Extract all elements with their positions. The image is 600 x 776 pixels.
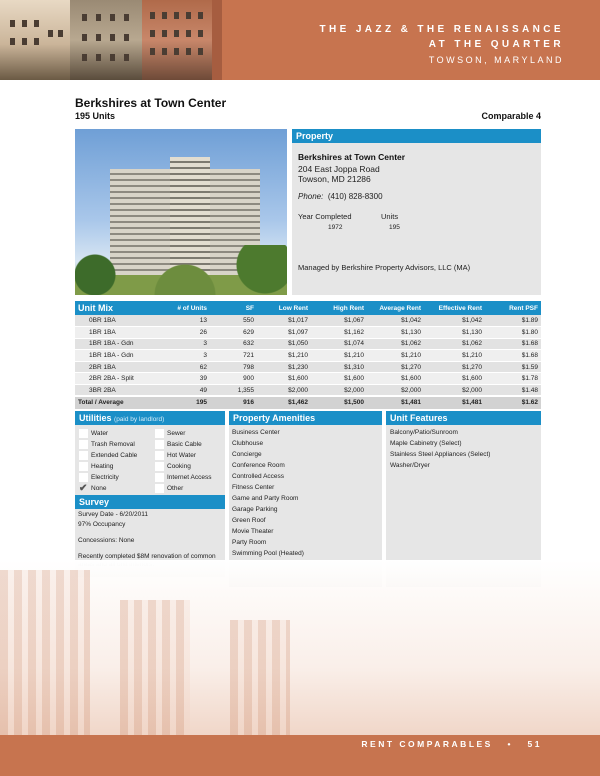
footer-section: RENT COMPARABLES (361, 739, 493, 749)
utilities-title: Utilities (79, 413, 112, 423)
table-cell: $1,210 (257, 350, 311, 362)
table-cell: $1,600 (311, 373, 367, 385)
table-cell: 550 (210, 315, 257, 327)
table-row (75, 350, 541, 362)
table-cell: $1,270 (367, 361, 424, 373)
column-header: High Rent (311, 301, 367, 315)
bg-tower (230, 620, 290, 740)
header-line-3: TOWSON, MARYLAND (428, 55, 564, 65)
table-cell: $1,230 (257, 361, 311, 373)
utility-label: Sewer (167, 430, 186, 437)
table-cell: $1,600 (424, 373, 485, 385)
property-phone (298, 192, 535, 201)
feature-item: Maple Cabinetry (Select) (390, 440, 462, 447)
year-completed-label: Year Completed (298, 212, 352, 221)
table-cell: $1,210 (367, 350, 424, 362)
survey-date: Survey Date - 6/20/2011 (78, 511, 148, 518)
checkbox-heating (79, 462, 88, 471)
column-header: Rent PSF (485, 301, 541, 315)
checkbox-sewer (155, 429, 164, 438)
comparable-label: Comparable 4 (481, 111, 541, 121)
table-cell: 1BR 1BA (75, 327, 155, 339)
checkbox-cooking (155, 462, 164, 471)
table-cell: 195 (155, 396, 210, 409)
column-header: SF (210, 301, 257, 315)
units-label: Units (381, 212, 399, 221)
phone-label: Phone: (298, 192, 324, 201)
table-cell: 62 (155, 361, 210, 373)
utilities-box (75, 425, 225, 495)
bg-tower (120, 600, 190, 740)
table-cell: $1,270 (424, 361, 485, 373)
table-cell: $2,000 (257, 385, 311, 397)
table-cell: 798 (210, 361, 257, 373)
table-cell: $1,097 (257, 327, 311, 339)
table-cell: 3 (155, 338, 210, 350)
utility-label: Other (167, 485, 184, 492)
utility-label: Trash Removal (91, 441, 135, 448)
table-cell: 1BR 1BA - Gdn (75, 338, 155, 350)
table-cell: 1,355 (210, 385, 257, 397)
unit-mix-table (75, 301, 541, 410)
table-cell: 721 (210, 350, 257, 362)
page-number: 51 (527, 739, 542, 749)
property-address (298, 164, 535, 184)
table-cell: $1,042 (367, 315, 424, 327)
header-photo-building-2 (70, 0, 142, 80)
table-cell: $1,600 (257, 373, 311, 385)
amenity-item: Game and Party Room (232, 495, 299, 502)
table-cell: $1,074 (311, 338, 367, 350)
table-cell: $1,130 (424, 327, 485, 339)
table-cell: $1,481 (367, 396, 424, 409)
utilities-heading (75, 411, 225, 425)
table-cell: $1,600 (367, 373, 424, 385)
checkbox-hot-water (155, 451, 164, 460)
table-cell: $1.62 (485, 396, 541, 409)
table-cell: $2,000 (367, 385, 424, 397)
amenity-item: Garage Parking (232, 506, 278, 513)
table-cell: $1,017 (257, 315, 311, 327)
column-header: Low Rent (257, 301, 311, 315)
utility-label: Extended Cable (91, 452, 138, 459)
page-title: Berkshires at Town Center (75, 96, 227, 110)
table-cell: $2,000 (424, 385, 485, 397)
column-header: # of Units (155, 301, 210, 315)
amenity-item: Fitness Center (232, 484, 275, 491)
table-cell: $1.78 (485, 373, 541, 385)
table-cell: 3 (155, 350, 210, 362)
survey-concessions: Concessions: None (78, 537, 135, 544)
features-heading: Unit Features (386, 411, 541, 425)
amenity-item: Movie Theater (232, 528, 274, 535)
table-row (75, 315, 541, 327)
table-cell: $1,210 (311, 350, 367, 362)
property-heading: Property (292, 129, 541, 143)
year-completed-value: 1972 (328, 224, 343, 231)
table-cell: 900 (210, 373, 257, 385)
table-row (75, 385, 541, 397)
table-cell: $1.68 (485, 338, 541, 350)
utility-label: None (91, 485, 107, 492)
table-row (75, 327, 541, 339)
utility-label: Electricity (91, 474, 119, 481)
photo-trees (75, 245, 287, 295)
table-cell: $1.59 (485, 361, 541, 373)
utility-label: Basic Cable (167, 441, 202, 448)
amenity-item: Green Roof (232, 517, 266, 524)
address-line-1: 204 East Joppa Road (298, 164, 380, 174)
table-cell: $1,067 (311, 315, 367, 327)
checkbox-other (155, 484, 164, 493)
table-cell: 26 (155, 327, 210, 339)
header-photo-building-1 (0, 0, 70, 80)
column-header: Average Rent (367, 301, 424, 315)
amenity-item: Concierge (232, 451, 262, 458)
table-cell: $1,310 (311, 361, 367, 373)
table-cell: 916 (210, 396, 257, 409)
table-cell: 3BR 2BA (75, 385, 155, 397)
utility-label: Hot Water (167, 452, 197, 459)
bg-tower (0, 570, 90, 740)
table-cell: $1.48 (485, 385, 541, 397)
table-cell: $1,500 (311, 396, 367, 409)
units-value: 195 (389, 224, 400, 231)
table-cell: $1,162 (311, 327, 367, 339)
units-count: 195 Units (75, 111, 116, 121)
checkbox-basic-cable (155, 440, 164, 449)
header-photo-edge (212, 0, 222, 80)
table-cell: $1.89 (485, 315, 541, 327)
table-cell: 49 (155, 385, 210, 397)
header-line-1: THE JAZZ & THE RENAISSANCE (319, 24, 564, 35)
checkbox-internet (155, 473, 164, 482)
utilities-note: (paid by landlord) (114, 416, 165, 423)
footer-band (0, 735, 600, 776)
background-building-image (0, 560, 600, 740)
table-cell: 1BR 1BA - Gdn (75, 350, 155, 362)
table-cell: $1,462 (257, 396, 311, 409)
property-name: Berkshires at Town Center (298, 152, 406, 162)
table-row (75, 361, 541, 373)
table-cell: $1,062 (367, 338, 424, 350)
table-row (75, 373, 541, 385)
amenity-item: Party Room (232, 539, 267, 546)
managed-by: Managed by Berkshire Property Advisors, LLC (MA) (298, 263, 471, 272)
header-photo-building-3 (142, 0, 212, 80)
table-cell: $2,000 (311, 385, 367, 397)
table-cell: 13 (155, 315, 210, 327)
feature-item: Stainless Steel Appliances (Select) (390, 451, 491, 458)
survey-occupancy: 97% Occupancy (78, 521, 126, 528)
check-mark-icon: ✔ (79, 483, 88, 494)
table-total-row (75, 396, 541, 409)
table-cell: $1.80 (485, 327, 541, 339)
checkbox-water (79, 429, 88, 438)
table-cell: 0BR 1BA (75, 315, 155, 327)
header-band (0, 0, 600, 80)
amenity-item: Clubhouse (232, 440, 264, 447)
column-header: Effective Rent (424, 301, 485, 315)
table-cell: 2BR 2BA - Split (75, 373, 155, 385)
footer-separator: • (507, 739, 513, 749)
table-cell: $1,481 (424, 396, 485, 409)
survey-heading: Survey (75, 495, 225, 509)
table-row (75, 338, 541, 350)
utility-label: Water (91, 430, 109, 437)
property-photo (75, 129, 287, 295)
column-header: Unit Mix (75, 301, 155, 315)
address-line-2: Towson, MD 21286 (298, 174, 371, 184)
table-cell: 629 (210, 327, 257, 339)
table-cell: 39 (155, 373, 210, 385)
feature-item: Washer/Dryer (390, 462, 430, 469)
survey-note: Recently completed $8M renovation of common (78, 553, 216, 560)
amenity-item: Swimming Pool (Heated) (232, 550, 304, 557)
amenity-item: Business Center (232, 429, 280, 436)
utility-label: Internet Access (167, 474, 212, 481)
amenity-item: Conference Room (232, 462, 285, 469)
table-cell: $1,062 (424, 338, 485, 350)
amenity-item: Controlled Access (232, 473, 285, 480)
unit-mix-header-row (75, 301, 541, 315)
table-cell: $1.68 (485, 350, 541, 362)
phone-number: (410) 828-8300 (327, 192, 383, 201)
checkbox-electricity (79, 473, 88, 482)
utility-label: Heating (91, 463, 114, 470)
feature-item: Balcony/Patio/Sunroom (390, 429, 458, 436)
footer-text (361, 739, 542, 749)
table-cell: 632 (210, 338, 257, 350)
property-info-box (292, 143, 541, 295)
utility-label: Cooking (167, 463, 191, 470)
checkbox-extended-cable (79, 451, 88, 460)
table-cell: Total / Average (75, 396, 155, 409)
table-cell: 2BR 1BA (75, 361, 155, 373)
table-cell: $1,210 (424, 350, 485, 362)
header-line-2: AT THE QUARTER (428, 39, 564, 50)
amenities-heading: Property Amenities (229, 411, 382, 425)
header-title-block (319, 22, 564, 68)
table-cell: $1,042 (424, 315, 485, 327)
checkbox-trash (79, 440, 88, 449)
table-cell: $1,050 (257, 338, 311, 350)
table-cell: $1,130 (367, 327, 424, 339)
